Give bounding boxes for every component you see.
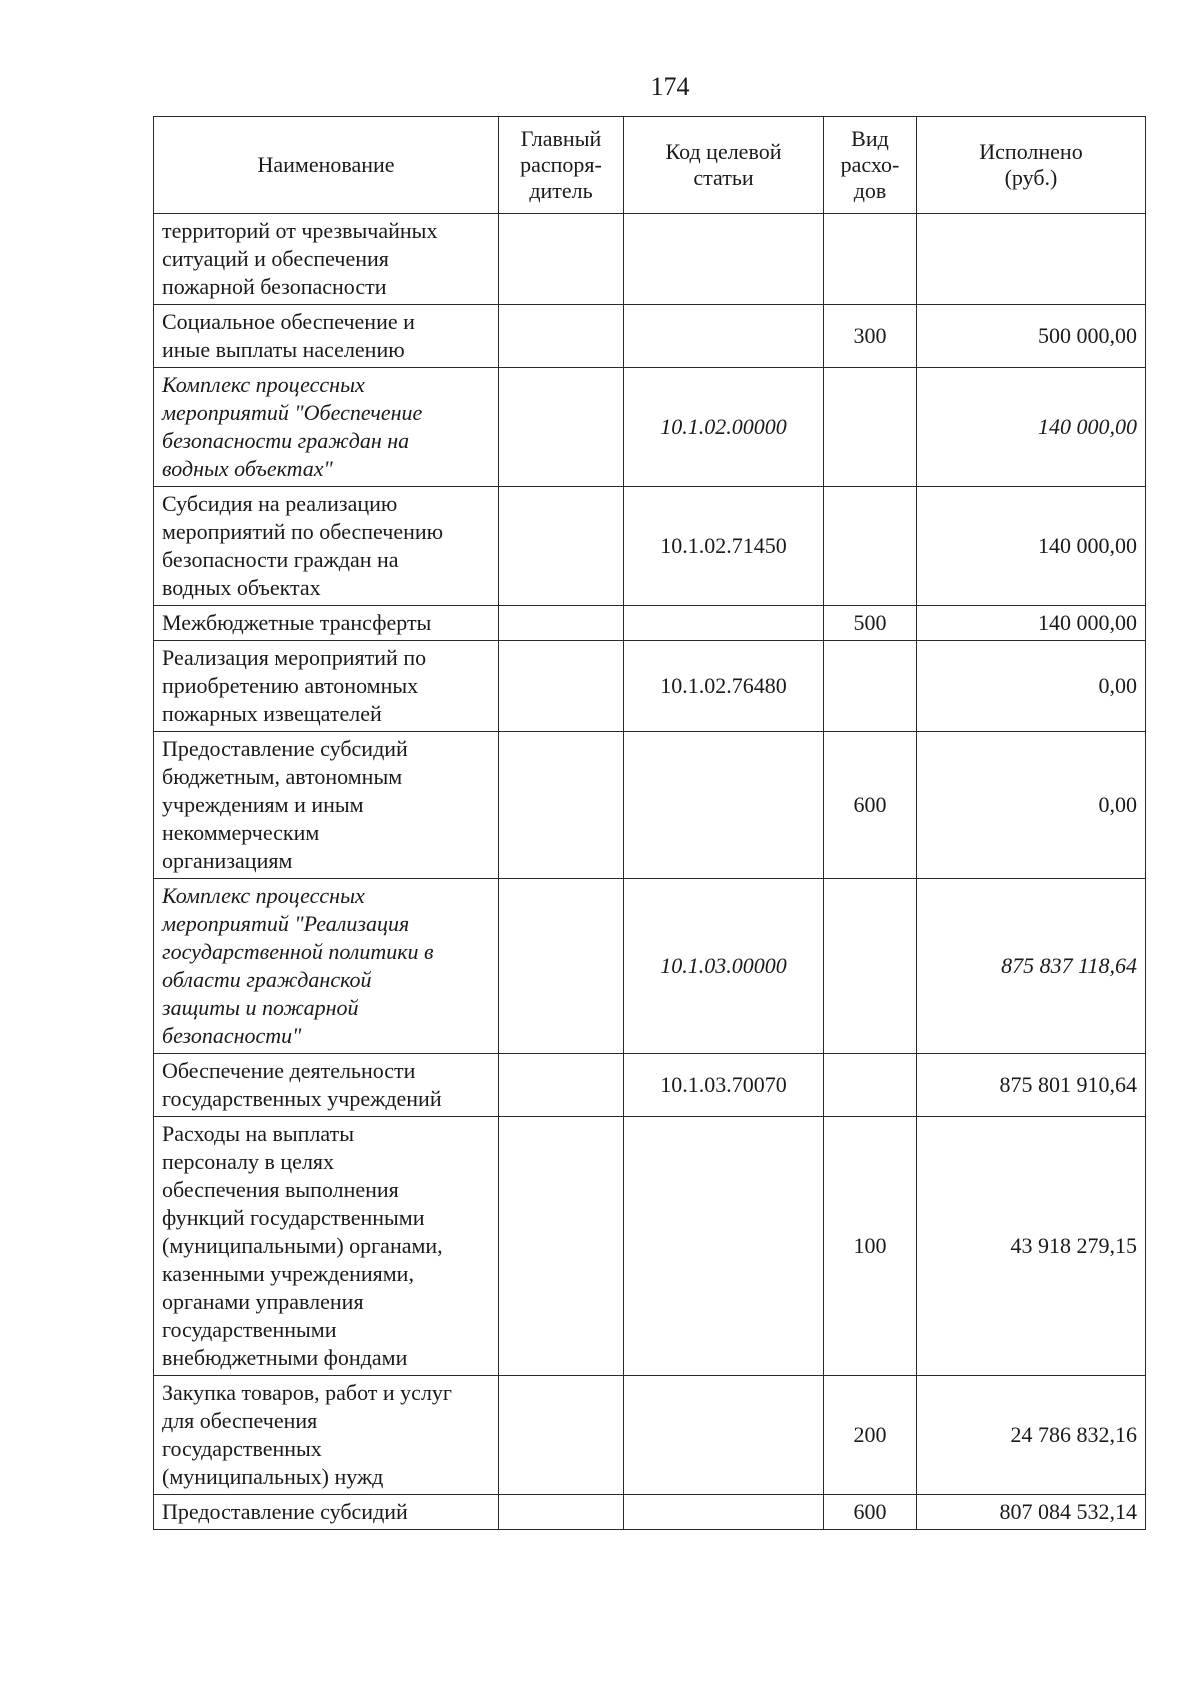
cell-type	[824, 368, 917, 487]
cell-code	[624, 305, 824, 368]
header-code: Код целевой статьи	[624, 117, 824, 214]
cell-type	[824, 879, 917, 1054]
table-row	[154, 641, 1146, 732]
cell-name	[154, 368, 499, 487]
cell-name-line: некоммерческим	[162, 820, 320, 845]
cell-name-line: Закупка товаров, работ и услуг	[162, 1380, 452, 1405]
cell-sum: 0,00	[917, 641, 1146, 732]
cell-name-line: для обеспечения	[162, 1408, 318, 1433]
cell-admin	[499, 1054, 624, 1117]
cell-admin	[499, 732, 624, 879]
cell-type: 500	[824, 606, 917, 641]
table-row	[154, 214, 1146, 305]
cell-name-line: казенными учреждениями,	[162, 1261, 414, 1286]
cell-name-line: пожарной безопасности	[162, 274, 387, 299]
cell-name-line: безопасности граждан на	[162, 547, 399, 572]
cell-code: 10.1.02.00000	[624, 368, 824, 487]
cell-code: 10.1.02.76480	[624, 641, 824, 732]
cell-name-line: Субсидия на реализацию	[162, 491, 398, 516]
cell-name-line: государственными	[162, 1317, 337, 1342]
table-row	[154, 368, 1146, 487]
cell-name-line: органами управления	[162, 1289, 364, 1314]
cell-type	[824, 214, 917, 305]
cell-admin	[499, 214, 624, 305]
page-number: 174	[650, 72, 690, 101]
cell-name-line: государственных учреждений	[162, 1086, 442, 1111]
cell-name-line: иные выплаты населению	[162, 337, 405, 362]
header-sum: Исполнено (руб.)	[917, 117, 1146, 214]
cell-type	[824, 641, 917, 732]
cell-code	[624, 1117, 824, 1376]
cell-name-line: мероприятий "Реализация	[162, 911, 410, 936]
cell-sum: 875 801 910,64	[917, 1054, 1146, 1117]
cell-sum: 24 786 832,16	[917, 1376, 1146, 1495]
cell-code	[624, 1495, 824, 1530]
cell-admin	[499, 305, 624, 368]
cell-name-line: государственных	[162, 1436, 322, 1461]
cell-admin	[499, 368, 624, 487]
cell-name-line: (муниципальных) нужд	[162, 1464, 384, 1489]
cell-name-line: Комплекс процессных	[162, 372, 365, 397]
table-row	[154, 487, 1146, 606]
cell-name-line: Предоставление субсидий	[162, 736, 408, 761]
table-row	[154, 1117, 1146, 1376]
cell-name-line: (муниципальными) органами,	[162, 1233, 443, 1258]
cell-name-line: территорий от чрезвычайных	[162, 218, 438, 243]
cell-code: 10.1.02.71450	[624, 487, 824, 606]
cell-sum: 0,00	[917, 732, 1146, 879]
cell-name	[154, 1117, 499, 1376]
cell-type	[824, 487, 917, 606]
cell-sum: 875 837 118,64	[917, 879, 1146, 1054]
cell-name	[154, 641, 499, 732]
table-header-row	[154, 117, 1146, 214]
cell-name-line: Предоставление субсидий	[162, 1499, 408, 1524]
table-row	[154, 1054, 1146, 1117]
cell-name-line: Социальное обеспечение и	[162, 309, 415, 334]
cell-code	[624, 606, 824, 641]
cell-name-line: приобретению автономных	[162, 673, 419, 698]
cell-name	[154, 1054, 499, 1117]
cell-name-line: функций государственными	[162, 1205, 425, 1230]
cell-admin	[499, 641, 624, 732]
cell-name-line: внебюджетными фондами	[162, 1345, 408, 1370]
table-row	[154, 606, 1146, 641]
cell-name-line: государственной политики в	[162, 939, 434, 964]
cell-sum: 43 918 279,15	[917, 1117, 1146, 1376]
cell-code: 10.1.03.00000	[624, 879, 824, 1054]
cell-sum: 807 084 532,14	[917, 1495, 1146, 1530]
cell-code	[624, 732, 824, 879]
table-row	[154, 1376, 1146, 1495]
cell-name-line: водных объектах	[162, 575, 321, 600]
cell-sum: 140 000,00	[917, 487, 1146, 606]
cell-name-line: Расходы на выплаты	[162, 1121, 355, 1146]
cell-name	[154, 606, 499, 641]
cell-sum: 140 000,00	[917, 368, 1146, 487]
cell-name-line: мероприятий "Обеспечение	[162, 400, 423, 425]
cell-admin	[499, 879, 624, 1054]
cell-name	[154, 1376, 499, 1495]
header-type: Вид расхо- дов	[824, 117, 917, 214]
cell-name	[154, 305, 499, 368]
cell-name-line: водных объектах"	[162, 456, 333, 481]
cell-name	[154, 879, 499, 1054]
cell-name-line: персоналу в целях	[162, 1149, 335, 1174]
cell-name-line: мероприятий по обеспечению	[162, 519, 444, 544]
cell-type	[824, 1054, 917, 1117]
cell-name-line: организациям	[162, 848, 293, 873]
budget-execution-table	[153, 116, 1146, 1530]
cell-admin	[499, 1117, 624, 1376]
cell-name	[154, 732, 499, 879]
table-row	[154, 732, 1146, 879]
cell-admin	[499, 1495, 624, 1530]
cell-type: 200	[824, 1376, 917, 1495]
header-admin: Главный распоря- дитель	[499, 117, 624, 214]
cell-name	[154, 1495, 499, 1530]
cell-code	[624, 214, 824, 305]
cell-admin	[499, 487, 624, 606]
cell-name-line: Обеспечение деятельности	[162, 1058, 416, 1083]
cell-name	[154, 487, 499, 606]
cell-name-line: области гражданской	[162, 967, 372, 992]
cell-type: 600	[824, 1495, 917, 1530]
cell-code	[624, 1376, 824, 1495]
cell-name-line: Комплекс процессных	[162, 883, 365, 908]
cell-type: 300	[824, 305, 917, 368]
cell-name-line: безопасности"	[162, 1023, 302, 1048]
cell-sum: 140 000,00	[917, 606, 1146, 641]
cell-name-line: бюджетным, автономным	[162, 764, 403, 789]
table-body	[154, 214, 1146, 1530]
cell-name-line: учреждениям и иным	[162, 792, 364, 817]
cell-type: 100	[824, 1117, 917, 1376]
cell-name-line: безопасности граждан на	[162, 428, 410, 453]
cell-admin	[499, 1376, 624, 1495]
header-name: Наименование	[154, 117, 499, 214]
cell-name-line: ситуаций и обеспечения	[162, 246, 389, 271]
table-row	[154, 879, 1146, 1054]
cell-code: 10.1.03.70070	[624, 1054, 824, 1117]
cell-admin	[499, 606, 624, 641]
cell-name-line: пожарных извещателей	[162, 701, 382, 726]
cell-name-line: Реализация мероприятий по	[162, 645, 427, 670]
table-row	[154, 1495, 1146, 1530]
cell-sum	[917, 214, 1146, 305]
cell-name-line: обеспечения выполнения	[162, 1177, 399, 1202]
table-row	[154, 305, 1146, 368]
cell-name-line: Межбюджетные трансферты	[162, 610, 432, 635]
cell-type: 600	[824, 732, 917, 879]
cell-name-line: защиты и пожарной	[162, 995, 359, 1020]
cell-name	[154, 214, 499, 305]
cell-sum: 500 000,00	[917, 305, 1146, 368]
